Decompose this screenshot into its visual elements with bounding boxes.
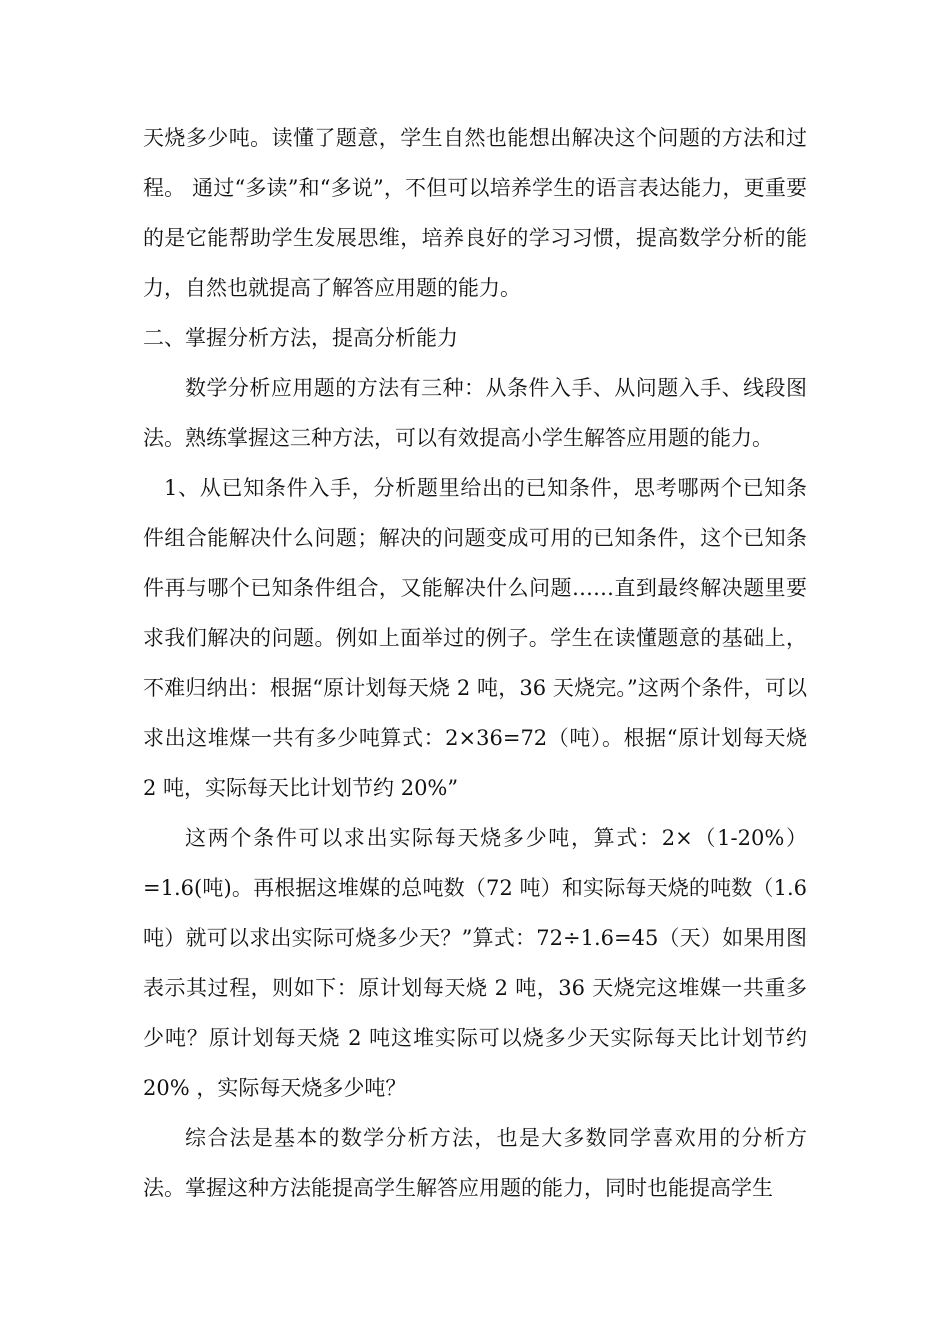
document-body (143, 113, 807, 1213)
paragraph-method-one: 1、从已知条件入手，分析题里给出的已知条件，思考哪两个已知条件组合能解决什么问题；解决的问题变成可用的已知条件，这个已知条件再与哪个已知条件组合，又能解决什么问题……直到最终解决题里要求我们解决的问题。例如上面举过的例子。学生在读懂题意的基础上，不难归纳出：根据“原计划每天烧 2 吨，36 天烧完。”这两个条件，可以求出这堆煤一共有多少吨算式：2×36=72（吨）。根据“原计划每天烧 2 吨，实际每天比计划节约 20%” (143, 476, 807, 800)
paragraph-calculation: 这两个条件可以求出实际每天烧多少吨，算式：2×（1-20%）=1.6(吨)。再根据这堆媒的总吨数（72 吨）和实际每天烧的吨数（1.6 吨）就可以求出实际可烧多少天？”算式：72÷1.6=45（天）如果用图表示其过程，则如下：原计划每天烧 2 吨，36 天烧完这堆媒一共重多少吨？原计划每天烧 2 吨这堆实际可以烧多少天实际每天比计划节约 20% ，实际每天烧多少吨？ (143, 826, 807, 1100)
paragraph-methods: 数学分析应用题的方法有三种：从条件入手、从问题入手、线段图法。熟练掌握这三种方法，可以有效提高小学生解答应用题的能力。 (143, 376, 807, 450)
paragraph-continuation: 天烧多少吨。读懂了题意，学生自然也能想出解决这个问题的方法和过程。 通过“多读”和“多说”，不但可以培养学生的语言表达能力，更重要的是它能帮助学生发展思维，培养良好的学习习惯，提高数学分析的能力，自然也就提高了解答应用题的能力。 (143, 126, 807, 300)
paragraph-synthesis: 综合法是基本的数学分析方法，也是大多数同学喜欢用的分析方法。掌握这种方法能提高学生解答应用题的能力，同时也能提高学生 (143, 1126, 807, 1200)
section-heading: 二、掌握分析方法，提高分析能力 (143, 326, 458, 350)
